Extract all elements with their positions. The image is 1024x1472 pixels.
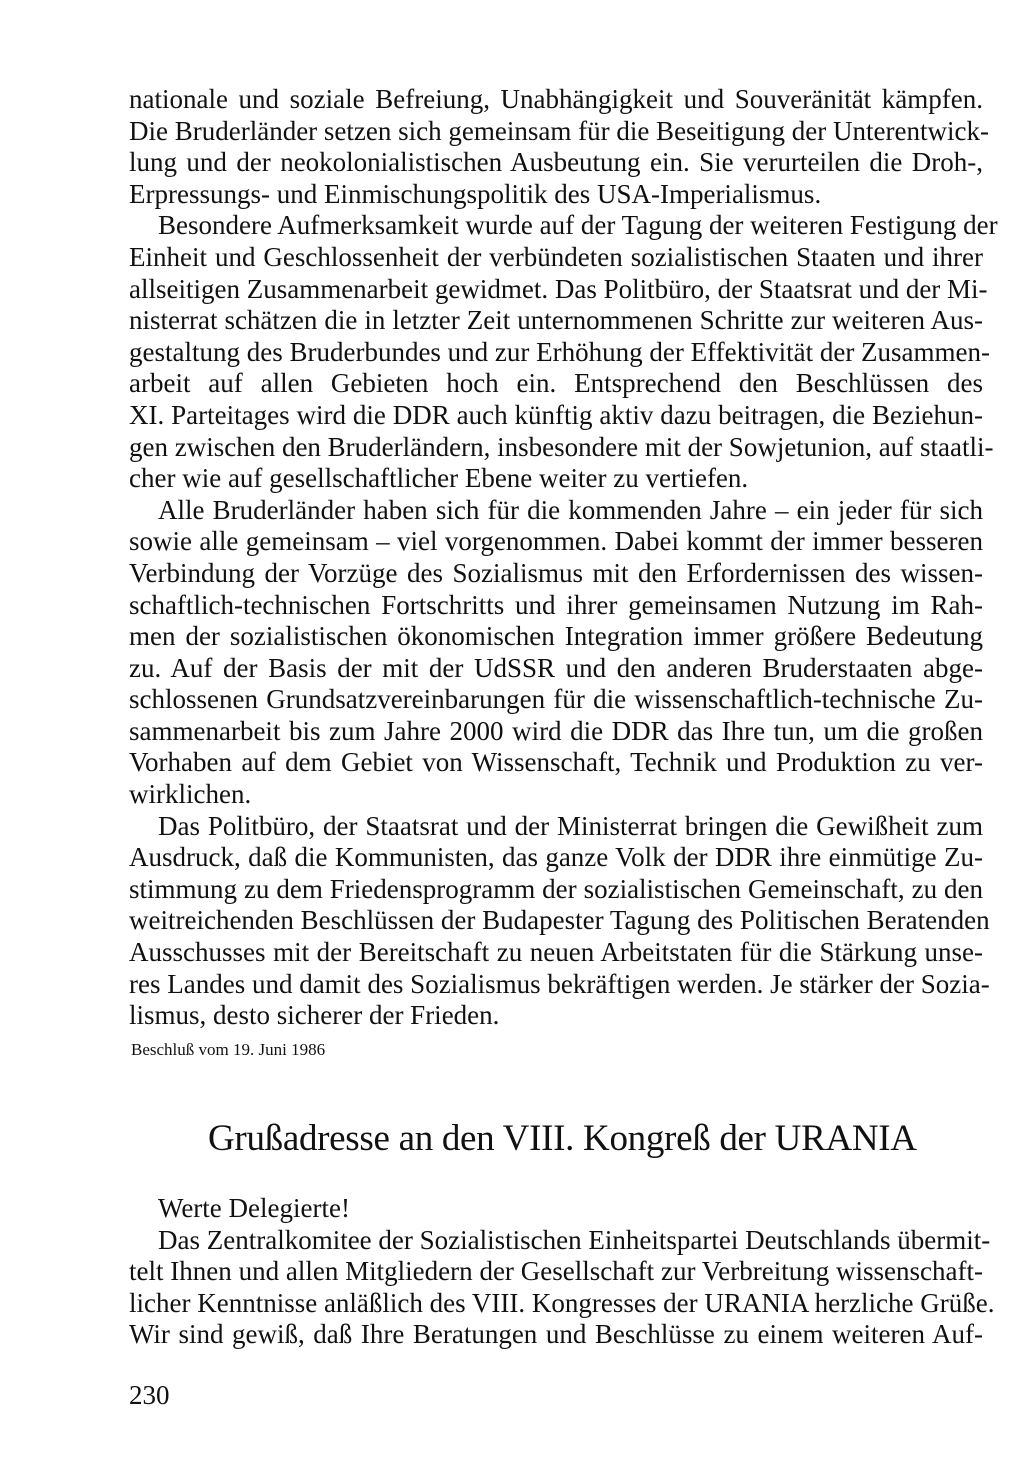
text-line: wirklichen. <box>129 779 252 810</box>
salutation: Werte Delegierte! <box>158 1193 350 1223</box>
text-line: Erpressungs- und Einmischungspolitik des USA-Imperialismus. <box>129 178 822 209</box>
text-line: arbeit auf allen Gebieten hoch ein. Entsprechend den Beschlüssen des <box>129 368 983 399</box>
paragraph-start-line: Das Politbüro, der Staatsrat und der Ministerrat bringen die Gewißheit zum <box>158 810 983 841</box>
text-line: Wir sind gewiß, daß Ihre Beratungen und Beschlüsse zu einem weiteren Auf- <box>129 1319 983 1350</box>
text-line: nationale und soziale Befreiung, Unabhängigkeit und Souveränität kämpfen. <box>129 84 983 114</box>
paragraph-start-line: Besondere Aufmerksamkeit wurde auf der Tagung der weiteren Festigung der <box>158 210 998 241</box>
text-line: res Landes und damit des Sozialismus bekräftigen werden. Je stärker der Sozia- <box>129 968 990 999</box>
body-text-section-1 <box>129 84 998 1032</box>
text-line: XI. Parteitages wird die DDR auch künftig aktiv dazu beitragen, die Beziehun- <box>129 399 983 430</box>
text-line: Vorhaben auf dem Gebiet von Wissenschaft, Technik und Produktion zu ver- <box>129 747 983 778</box>
text-line: nisterrat schätzen die in letzter Zeit unternommenen Schritte zur weiteren Aus- <box>129 305 983 336</box>
text-line: licher Kenntnisse anläßlich des VIII. Kongresses der URANIA herzliche Grüße. <box>129 1287 995 1318</box>
paragraph-start-line: Das Zentralkomitee der Sozialistischen Einheitspartei Deutschlands übermit- <box>158 1224 991 1255</box>
text-line: lung und der neokolonialistischen Ausbeutung ein. Sie verurteilen die Droh-, <box>129 147 983 178</box>
text-line: gestaltung des Bruderbundes und zur Erhöhung der Effektivität der Zusammen- <box>129 336 991 367</box>
text-line: stimmung zu dem Friedensprogramm der sozialistischen Gemeinschaft, zu den <box>129 873 983 904</box>
resolution-date: Beschluß vom 19. Juni 1986 <box>131 1040 326 1059</box>
text-line: weitreichenden Beschlüssen der Budapester Tagung des Politischen Beratenden <box>129 905 990 936</box>
text-line: zu. Auf der Basis der mit der UdSSR und den anderen Bruderstaaten abge- <box>129 652 983 683</box>
text-line: Ausdruck, daß die Kommunisten, das ganze Volk der DDR ihre einmütige Zu- <box>129 842 983 873</box>
page-number: 230 <box>129 1380 170 1410</box>
text-line: schlossenen Grundsatzvereinbarungen für die wissenschaftlich-technische Zu- <box>129 684 983 715</box>
paragraph-start-line: Alle Bruderländer haben sich für die kommenden Jahre – ein jeder für sich <box>158 494 983 525</box>
body-text-section-2 <box>129 1193 995 1351</box>
text-line: telt Ihnen und allen Mitgliedern der Gesellschaft zur Verbreitung wissenschaft- <box>129 1256 983 1287</box>
text-line: allseitigen Zusammenarbeit gewidmet. Das Politbüro, der Staatsrat und der Mi- <box>129 273 988 304</box>
text-line: Verbindung der Vorzüge des Sozialismus mit den Erfordernissen des wissen- <box>129 557 983 588</box>
text-line: Einheit und Geschlossenheit der verbündeten sozialistischen Staaten und ihrer <box>129 241 983 272</box>
text-line: sowie alle gemeinsam – viel vorgenommen. Dabei kommt der immer besseren <box>129 526 983 557</box>
text-line: Ausschusses mit der Bereitschaft zu neuen Arbeitstaten für die Stärkung unse- <box>129 937 983 968</box>
text-line: sammenarbeit bis zum Jahre 2000 wird die DDR das Ihre tun, um die großen <box>129 715 983 746</box>
section-heading: Grußadresse an den VIII. Kongreß der URANIA <box>208 1118 917 1159</box>
text-line: men der sozialistischen ökonomischen Integration immer größere Bedeutung <box>129 621 983 652</box>
text-line: Die Bruderländer setzen sich gemeinsam für die Beseitigung der Unterentwick- <box>129 115 989 146</box>
text-line: lismus, desto sicherer der Frieden. <box>129 1000 500 1031</box>
text-line: schaftlich-technischen Fortschritts und ihrer gemeinsamen Nutzung im Rah- <box>129 589 983 620</box>
text-line: cher wie auf gesellschaftlicher Ebene weiter zu vertiefen. <box>129 463 749 494</box>
text-line: gen zwischen den Bruderländern, insbesondere mit der Sowjetunion, auf staatli- <box>129 431 994 462</box>
